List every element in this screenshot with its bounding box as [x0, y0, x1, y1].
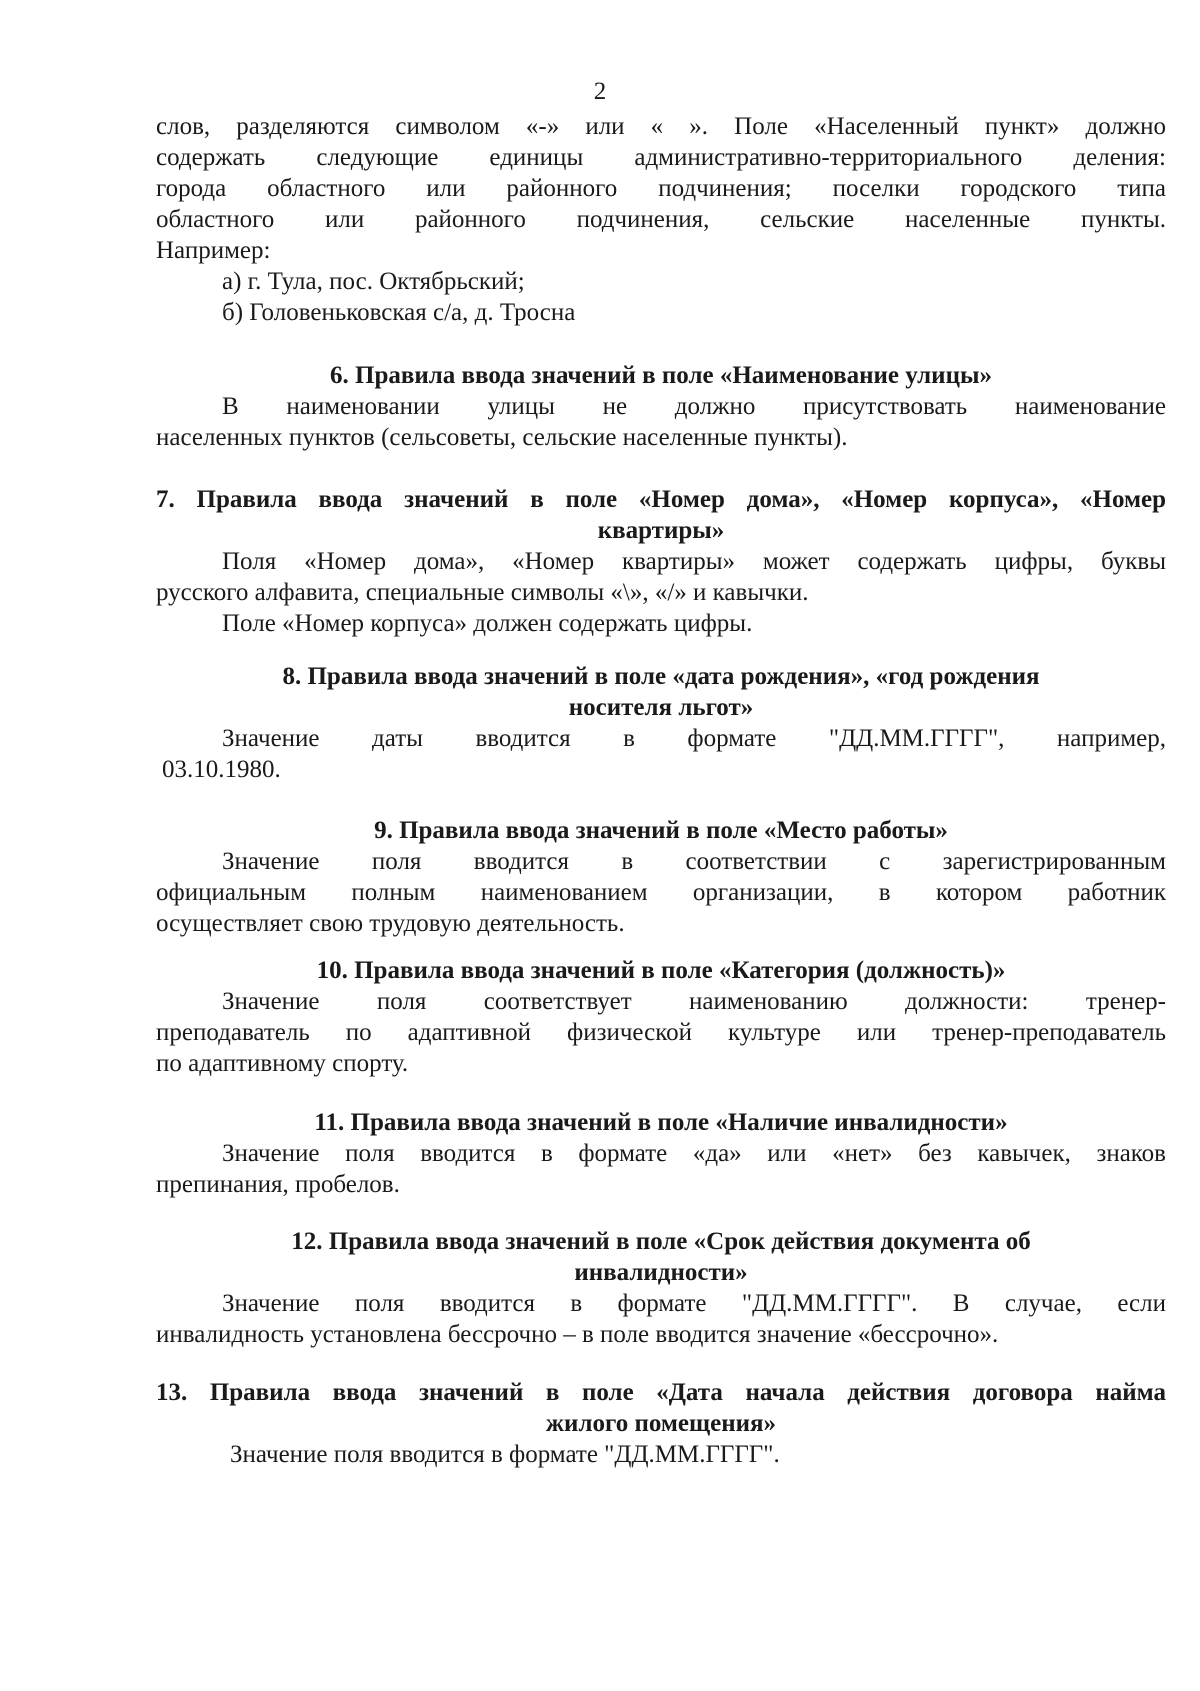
paragraph-line: инвалидность установлена бессрочно – в поле вводится значение «бессрочно».	[156, 1321, 999, 1348]
list-item: б) Головеньковская с/а, д. Тросна	[222, 299, 576, 326]
page-number: 2	[593, 78, 607, 105]
paragraph-line: препинания, пробелов.	[156, 1171, 400, 1198]
section-heading: инвалидности»	[574, 1259, 748, 1286]
paragraph-line: официальным полным наименованием организации, в котором работник	[156, 879, 1166, 906]
section-heading: носителя льгот»	[568, 694, 754, 721]
paragraph-line: Значение поля вводится в формате "ДД.ММ.ГГГГ". В случае, если	[222, 1290, 1166, 1317]
paragraph-line: 03.10.1980.	[162, 756, 281, 783]
section-heading: 8. Правила ввода значений в поле «дата рождения», «год рождения	[282, 663, 1040, 690]
paragraph-line: содержать следующие единицы административно-территориального деления:	[156, 144, 1166, 171]
paragraph-line: Поля «Номер дома», «Номер квартиры» может содержать цифры, буквы	[222, 548, 1166, 575]
section-heading: 13. Правила ввода значений в поле «Дата начала действия договора найма	[156, 1379, 1166, 1406]
paragraph-line: Например:	[156, 237, 271, 264]
list-item: а) г. Тула, пос. Октябрьский;	[222, 268, 525, 295]
paragraph-line: Значение поля соответствует наименованию должности: тренер-	[222, 988, 1166, 1015]
paragraph-line: русского алфавита, специальные символы «\», «/» и кавычки.	[156, 579, 809, 606]
paragraph-line: Значение поля вводится в формате «да» или «нет» без кавычек, знаков	[222, 1140, 1166, 1167]
paragraph-line: города областного или районного подчинения; поселки городского типа	[156, 175, 1166, 202]
paragraph-line: областного или районного подчинения, сельские населенные пункты.	[156, 206, 1166, 233]
paragraph-line: преподаватель по адаптивной физической культуре или тренер-преподаватель	[156, 1019, 1166, 1046]
section-heading: жилого помещения»	[545, 1410, 777, 1437]
paragraph-line: по адаптивному спорту.	[156, 1050, 409, 1077]
section-heading: 9. Правила ввода значений в поле «Место работы»	[374, 817, 948, 844]
section-heading: 11. Правила ввода значений в поле «Наличие инвалидности»	[314, 1109, 1008, 1136]
paragraph-line: В наименовании улицы не должно присутствовать наименование	[222, 393, 1166, 420]
paragraph-line: Значение даты вводится в формате "ДД.ММ.ГГГГ", например,	[222, 725, 1166, 752]
section-heading: 10. Правила ввода значений в поле «Категория (должность)»	[316, 957, 1006, 984]
section-heading: 7. Правила ввода значений в поле «Номер дома», «Номер корпуса», «Номер	[156, 486, 1166, 513]
paragraph-line: Значение поля вводится в формате "ДД.ММ.ГГГГ".	[230, 1441, 780, 1468]
section-heading: 6. Правила ввода значений в поле «Наименование улицы»	[330, 362, 992, 389]
paragraph-line: Поле «Номер корпуса» должен содержать цифры.	[222, 610, 753, 637]
section-heading: 12. Правила ввода значений в поле «Срок действия документа об	[291, 1228, 1031, 1255]
paragraph-line: слов, разделяются символом «-» или « ». Поле «Населенный пункт» должно	[156, 113, 1166, 140]
section-heading: квартиры»	[597, 517, 725, 544]
paragraph-line: осуществляет свою трудовую деятельность.	[156, 910, 625, 937]
paragraph-line: Значение поля вводится в соответствии с зарегистрированным	[222, 848, 1166, 875]
paragraph-line: населенных пунктов (сельсоветы, сельские населенные пункты).	[156, 424, 848, 451]
